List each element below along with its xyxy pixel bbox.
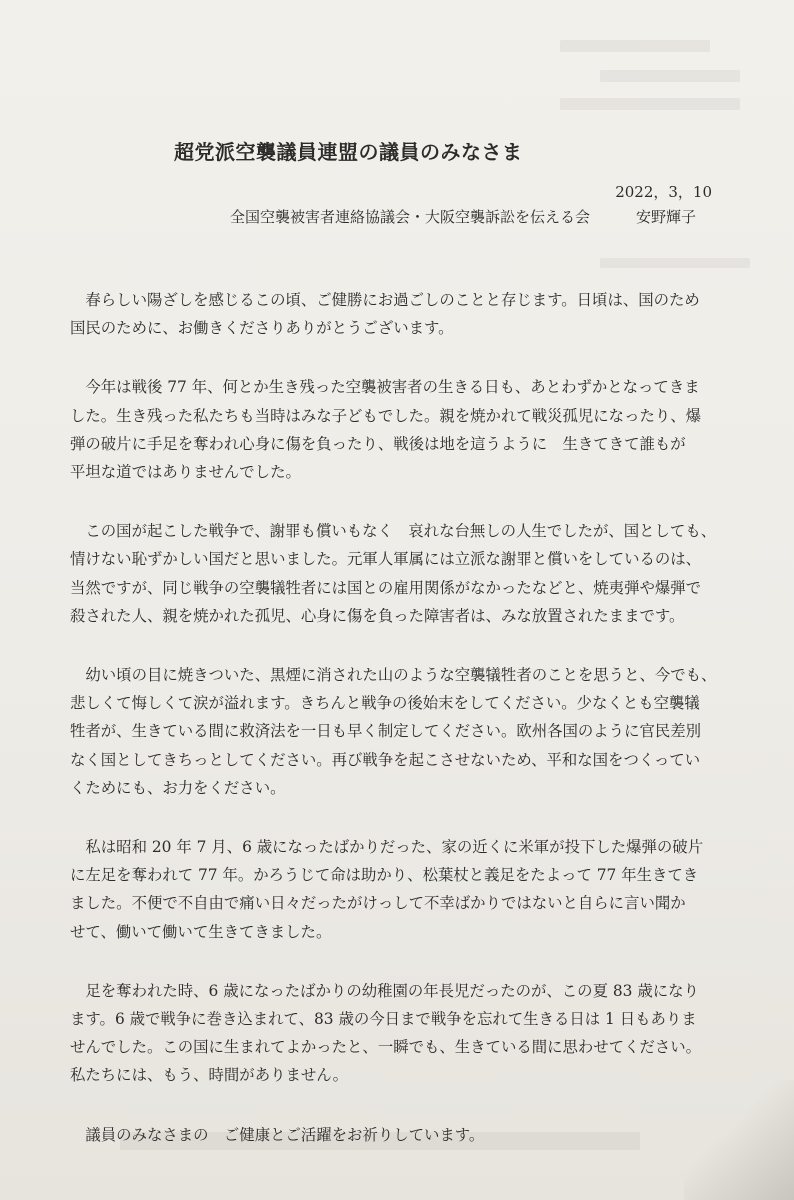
paragraph-closing	[70, 1121, 720, 1149]
paragraph-personal-story	[70, 833, 720, 946]
paragraph-greeting	[70, 286, 720, 342]
bleed-through-mark	[560, 40, 710, 52]
text-line: 私たちには、もう、時間がありません。	[70, 1066, 348, 1085]
text-line: 春らしい陽ざしを感じるこの頃、ご健勝にお過ごしのことと存じます。日頃は、国のため	[70, 291, 700, 309]
paragraph-survivors	[70, 373, 720, 486]
text-line: せんでした。この国に生まれてよかったと、一瞬でも、生きている間に思わせてください。	[70, 1038, 702, 1057]
text-line: 牲者が、生きている間に救済法を一日も早く制定してください。欧州各国のように官民差別	[70, 722, 702, 741]
text-line: に左足を奪われて 77 年。かろうじて命は助かり、松葉杖と義足をたよって 77 年生きてき	[70, 866, 699, 885]
text-line: くためにも、お力をください。	[70, 778, 286, 797]
paragraph-no-time-left	[70, 977, 720, 1090]
text-line: 平坦な道ではありませんでした。	[70, 463, 301, 482]
text-line: 国民のために、お働きくださりありがとうございます。	[70, 319, 454, 338]
text-line: ます。6 歳で戦争に巻き込まれて、83 歳の今日まで戦争を忘れて生きる日は 1 日もありま	[70, 1010, 697, 1029]
text-line: ました。不便で不自由で痛い日々だったがけっして不幸ばかりではないと自らに言い聞か	[70, 894, 686, 913]
paragraph-no-apology	[70, 517, 720, 630]
text-line: せて、働いて働いて生きてきました。	[70, 922, 332, 941]
letter-date: 2022，3，10	[615, 183, 712, 201]
text-line: 私は昭和 20 年 7 月、6 歳になったばかりだった、家の近くに米軍が投下した爆弾の破片	[70, 838, 704, 857]
text-line: 今年は戦後 77 年、何とか生き残った空襲被害者の生きる日も、あとわずかとなってきま	[70, 378, 700, 397]
text-line: 足を奪われた時、6 歳になったばかりの幼稚園の年長児だったのが、この夏 83 歳になり	[70, 981, 699, 1000]
text-line: 弾の破片に手足を奪われ心身に傷を負ったり、戦後は地を這うように 生きてきて誰もが	[70, 434, 686, 453]
letter-body	[70, 286, 720, 1180]
sender-name: 安野輝子	[636, 208, 697, 226]
bleed-through-mark	[600, 70, 740, 82]
paragraph-relief-law	[70, 661, 720, 802]
text-line: した。生き残った私たちも当時はみな子どもでした。親を焼かれて戦災孤児になったり、爆	[70, 406, 702, 425]
sender-organization: 全国空襲被害者連絡協議会・大阪空襲訴訟を伝える会	[230, 208, 591, 226]
letter-sender	[230, 206, 696, 227]
text-line: 当然ですが、同じ戦争の空襲犠牲者には国との雇用関係がなかったなどと、焼夷弾や爆弾で	[70, 578, 702, 597]
text-line: 殺された人、親を焼かれた孤児、心身に傷を負った障害者は、みな放置されたままです。	[70, 606, 685, 625]
letter-title: 超党派空襲議員連盟の議員のみなさま	[174, 140, 523, 164]
text-line: なく国としてきちっとしてください。再び戦争を起こさせないため、平和な国をつくってい	[70, 750, 701, 769]
bleed-through-mark	[560, 98, 740, 110]
text-line: この国が起こした戦争で、謝罪も償いもなく 哀れな台無しの人生でしたが、国としても、	[70, 522, 717, 541]
text-line: 議員のみなさまの ご健康とご活躍をお祈りしています。	[70, 1125, 485, 1144]
bleed-through-mark	[600, 258, 750, 268]
text-line: 幼い頃の目に焼きついた、黒煙に消された山のような空襲犠牲者のことを思うと、今でも、	[70, 666, 717, 685]
text-line: 悲しくて悔しくて涙が溢れます。きちんと戦争の後始末をしてください。少なくとも空襲犠	[70, 694, 700, 713]
text-line: 情けない恥ずかしい国だと思いました。元軍人軍属には立派な謝罪と償いをしているのは、	[70, 550, 702, 569]
